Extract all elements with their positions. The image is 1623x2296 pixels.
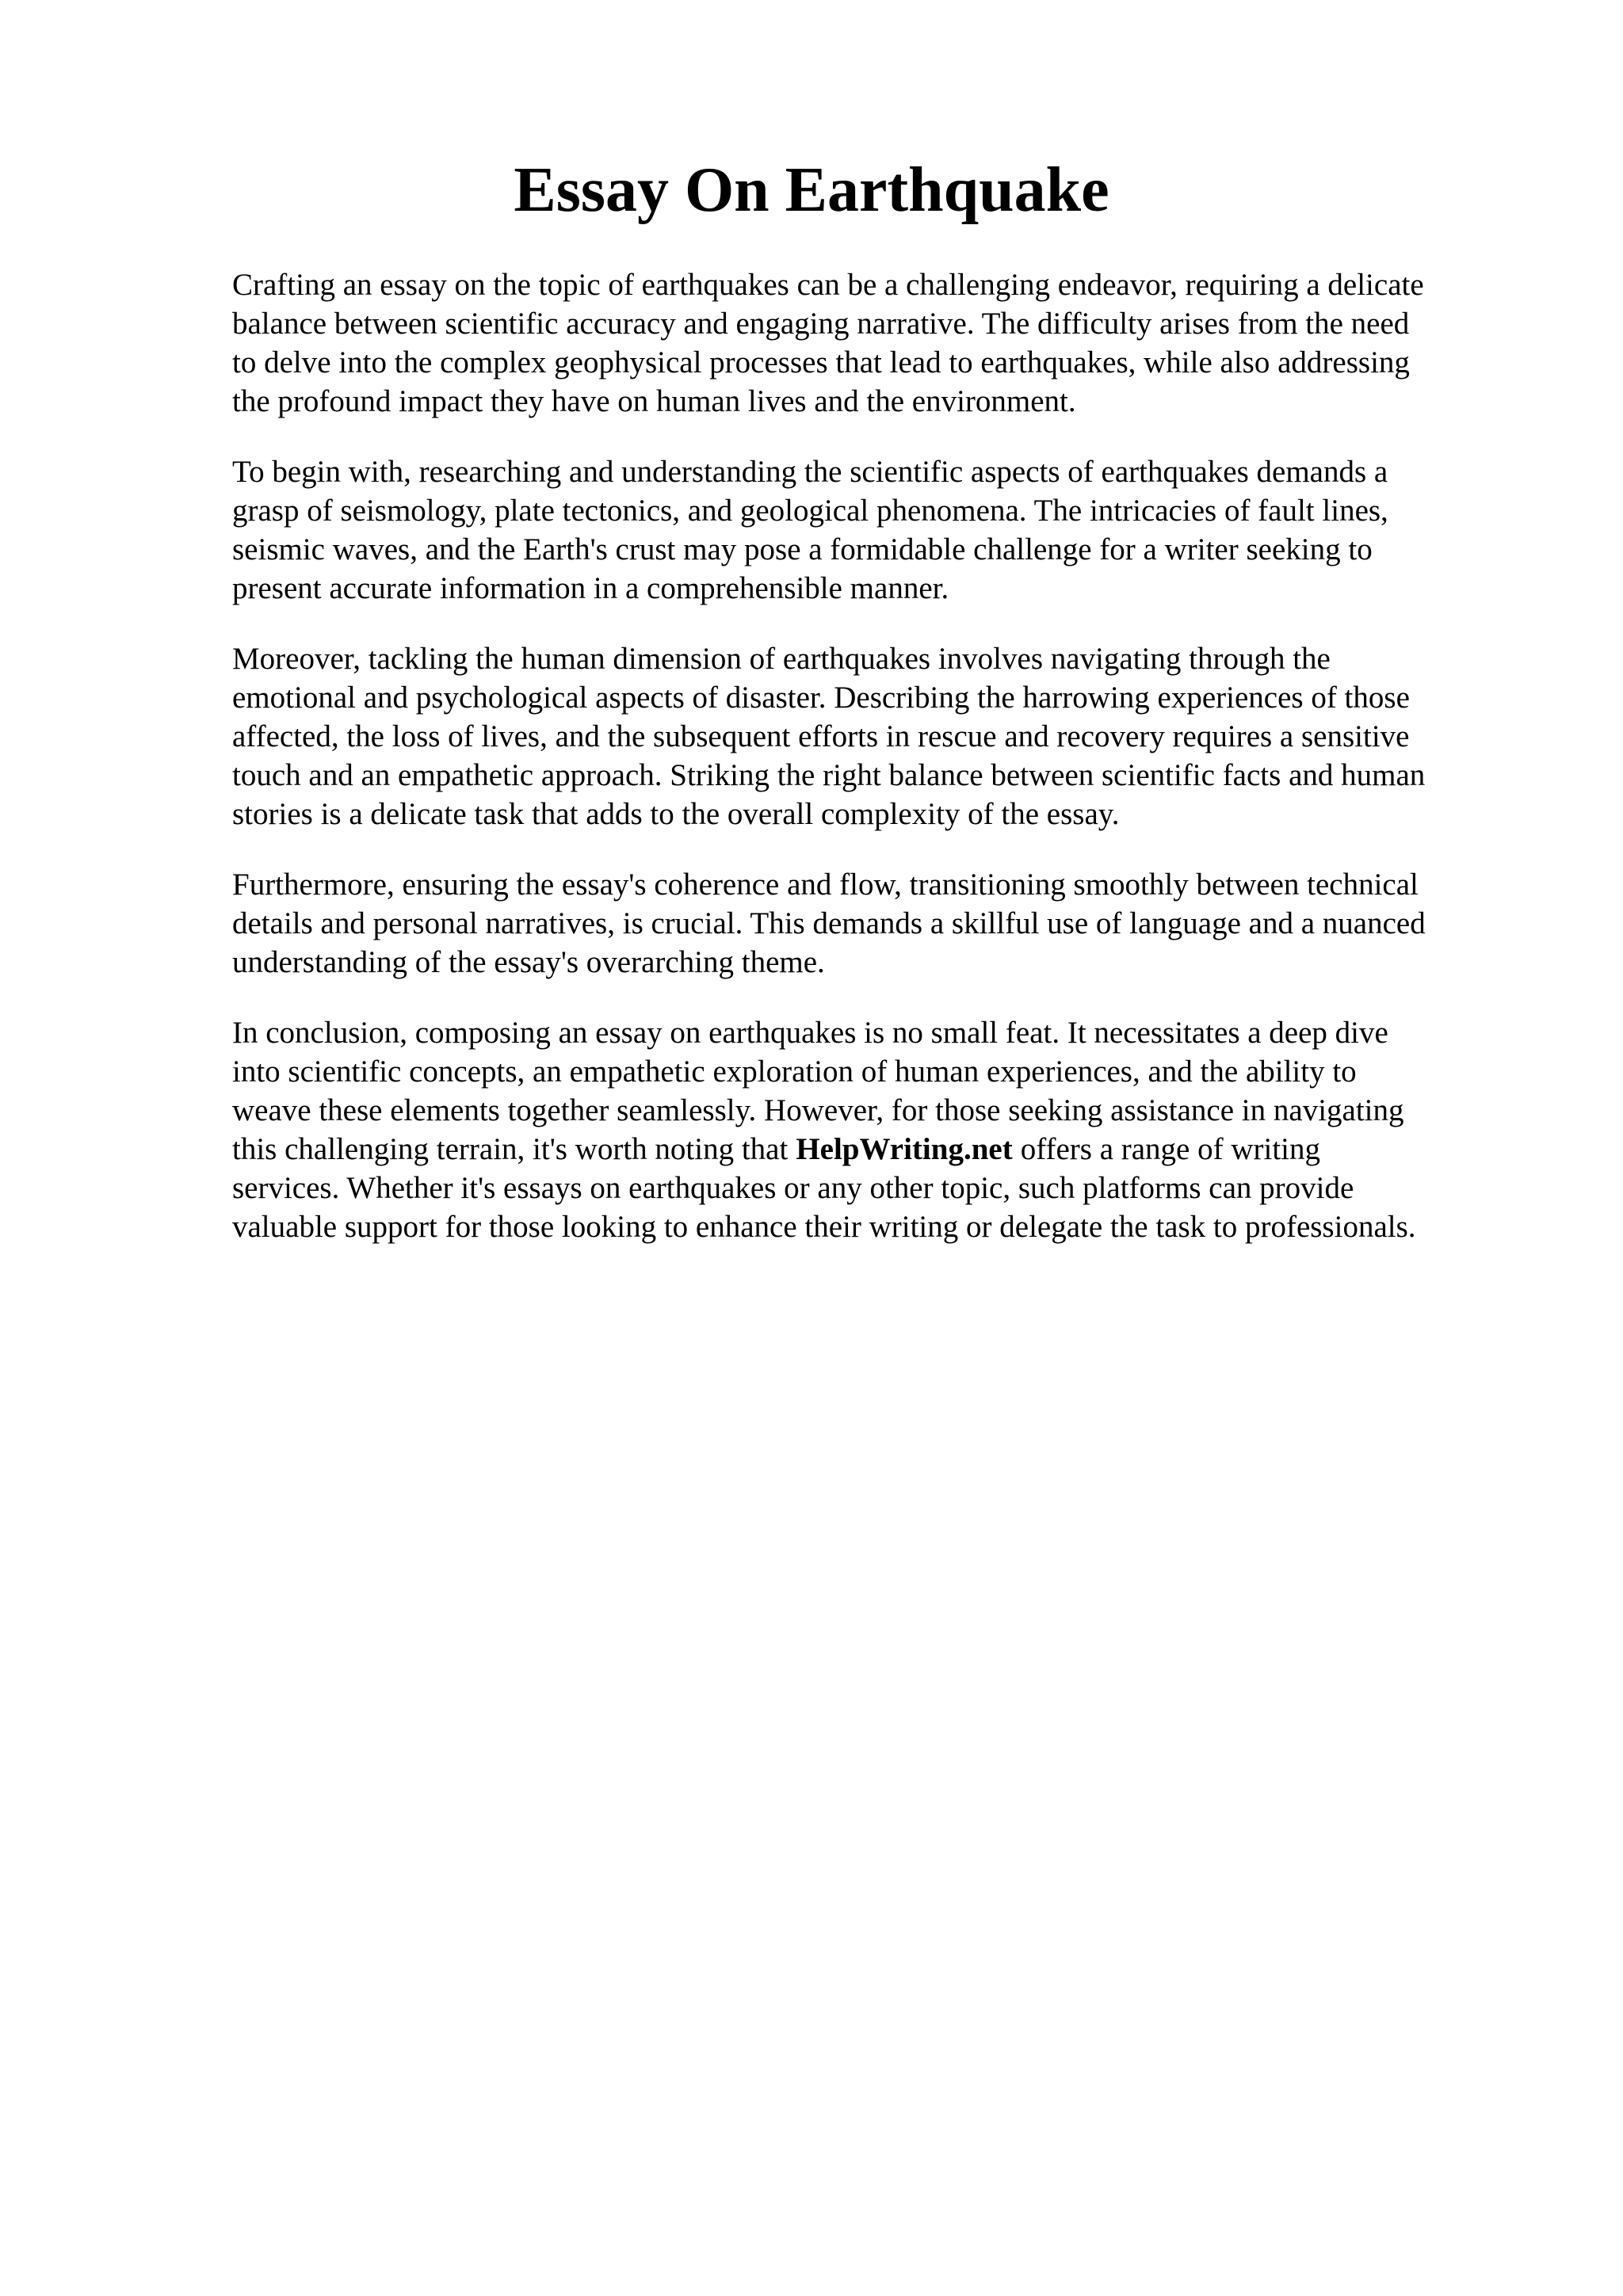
paragraph-human-dimension: [232, 639, 1516, 833]
brand-line-suffix: offers a range of writing: [1020, 1132, 1321, 1166]
text-line: weave these elements together seamlessly. However, for those seeking assistance in navigating: [232, 1093, 1404, 1127]
text-line: touch and an empathetic approach. Striking the right balance between scientific facts and human: [232, 758, 1426, 792]
text-line: grasp of seismology, plate tectonics, and geological phenomena. The intricacies of fault lines,: [232, 494, 1388, 528]
text-line: understanding of the essay's overarching theme.: [232, 945, 825, 979]
text-line: balance between scientific accuracy and engaging narrative. The difficulty arises from the need: [232, 307, 1410, 341]
document-body: [232, 265, 1516, 1278]
document-title: Essay On Earthquake: [514, 155, 1109, 225]
text-line: To begin with, researching and understanding the scientific aspects of earthquakes demands a: [232, 455, 1388, 489]
brand-link[interactable]: HelpWriting.net: [796, 1132, 1013, 1166]
text-line-with-brand: [232, 1130, 1516, 1169]
text-line: emotional and psychological aspects of disaster. Describing the harrowing experiences of those: [232, 681, 1410, 715]
paragraph-scientific-aspects: [232, 452, 1516, 608]
text-line: valuable support for those looking to enhance their writing or delegate the task to professionals.: [232, 1210, 1416, 1244]
text-line: the profound impact they have on human lives and the environment.: [232, 384, 1076, 418]
text-line: present accurate information in a comprehensible manner.: [232, 571, 949, 605]
text-line: to delve into the complex geophysical processes that lead to earthquakes, while also addressing: [232, 345, 1410, 379]
text-line: Furthermore, ensuring the essay's coherence and flow, transitioning smoothly between technical: [232, 868, 1419, 902]
text-line: details and personal narratives, is crucial. This demands a skillful use of language and a nuanced: [232, 906, 1426, 940]
text-line: affected, the loss of lives, and the subsequent efforts in rescue and recovery requires a sensitive: [232, 719, 1410, 753]
paragraph-coherence: [232, 865, 1516, 982]
brand-line-prefix: this challenging terrain, it's worth noting that: [232, 1132, 789, 1166]
text-line: stories is a delicate task that adds to the overall complexity of the essay.: [232, 797, 1120, 831]
paragraph-conclusion: [232, 1013, 1516, 1246]
text-line: seismic waves, and the Earth's crust may pose a formidable challenge for a writer seeking to: [232, 532, 1373, 566]
text-line: into scientific concepts, an empathetic exploration of human experiences, and the ability to: [232, 1055, 1357, 1089]
paragraph-intro: [232, 265, 1516, 421]
text-line: services. Whether it's essays on earthquakes or any other topic, such platforms can provide: [232, 1171, 1354, 1205]
text-line: In conclusion, composing an essay on earthquakes is no small feat. It necessitates a deep dive: [232, 1016, 1388, 1050]
text-line: Crafting an essay on the topic of earthquakes can be a challenging endeavor, requiring a delicate: [232, 268, 1424, 302]
text-line: Moreover, tackling the human dimension of earthquakes involves navigating through the: [232, 642, 1331, 676]
